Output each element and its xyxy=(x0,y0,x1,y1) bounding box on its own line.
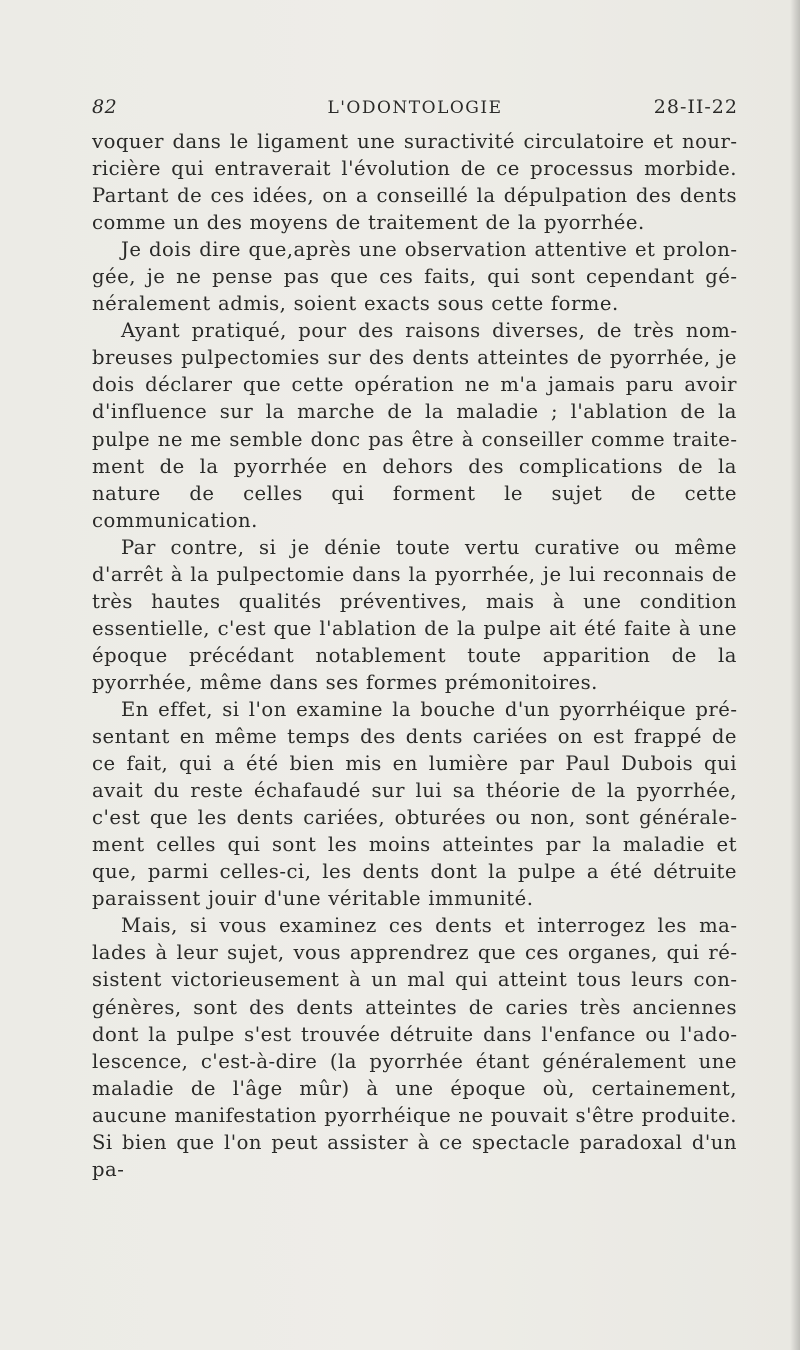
paragraph: Ayant pratiqué, pour des raisons diverses, de très nombreuses pulpectomies sur des dents atteintes de pyorrhée, je dois déclarer que cette opération ne m'a jamais paru avoir d'influence sur la marche de la maladie ; l'ablation de la pulpe ne me semble donc pas être à conseiller comme traitement de la pyorrhée en dehors des complications de la nature de celles qui forment le sujet de cette communication. xyxy=(92,319,737,532)
paragraph: Par contre, si je dénie toute vertu curative ou même d'arrêt à la pulpectomie dans la pyorrhée, je lui reconnais de très hautes qualités préventives, mais à une condition essentielle, c'est que l'ablation de la pulpe ait été faite à une époque précédant notablement toute apparition de la pyorrhée, même dans ses formes prémonitoires. xyxy=(92,535,737,694)
paragraph-continued: voquer dans le ligament une suractivité circulatoire et nourricière qui entraverait l'évolution de ce processus morbide. Partant de ces idées, on a conseillé la dépulpation des dents comme un des moyens de traitement de la pyorrhée. xyxy=(92,130,737,235)
page-number: 82 xyxy=(92,96,118,118)
paragraph: En effet, si l'on examine la bouche d'un pyorrhéique présentant en même temps des dents cariées on est frappé de ce fait, qui a été bien mis en lumière par Paul Dubois qui avait du reste échafaudé sur lui sa théorie de la pyorrhée, c'est que les dents cariées, obturées ou non, sont généralement celles qui sont les moins atteintes par la maladie et que, parmi celles-ci, les dents dont la pulpe a été détruite paraissent jouir d'une véritable immunité. xyxy=(92,697,737,911)
paragraph: Je dois dire que,après une observation attentive et prolongée, je ne pense pas que ces faits, qui sont cependant généralement admis, soient exacts sous cette forme. xyxy=(92,238,737,316)
running-header xyxy=(92,96,738,124)
issue-date: 28-II-22 xyxy=(653,96,738,118)
article-body xyxy=(92,128,737,1183)
paragraph: Mais, si vous examinez ces dents et interrogez les malades à leur sujet, vous apprendrez que ces organes, qui résistent victorieusement à un mal qui atteint tous leurs congénères, sont des dents atteintes de caries très anciennes dont la pulpe s'est trouvée détruite dans l'enfance ou l'adolescence, c'est-à-dire (la pyorrhée étant généralement une maladie de l'âge mûr) à une époque où, certainement, aucune manifestation pyorrhéique ne pouvait s'être produite. Si bien que l'on peut assister à ce spectacle paradoxal d'un pa- xyxy=(92,914,737,1181)
journal-title: L'ODONTOLOGIE xyxy=(327,98,503,118)
page-edge-shadow xyxy=(790,0,800,1350)
